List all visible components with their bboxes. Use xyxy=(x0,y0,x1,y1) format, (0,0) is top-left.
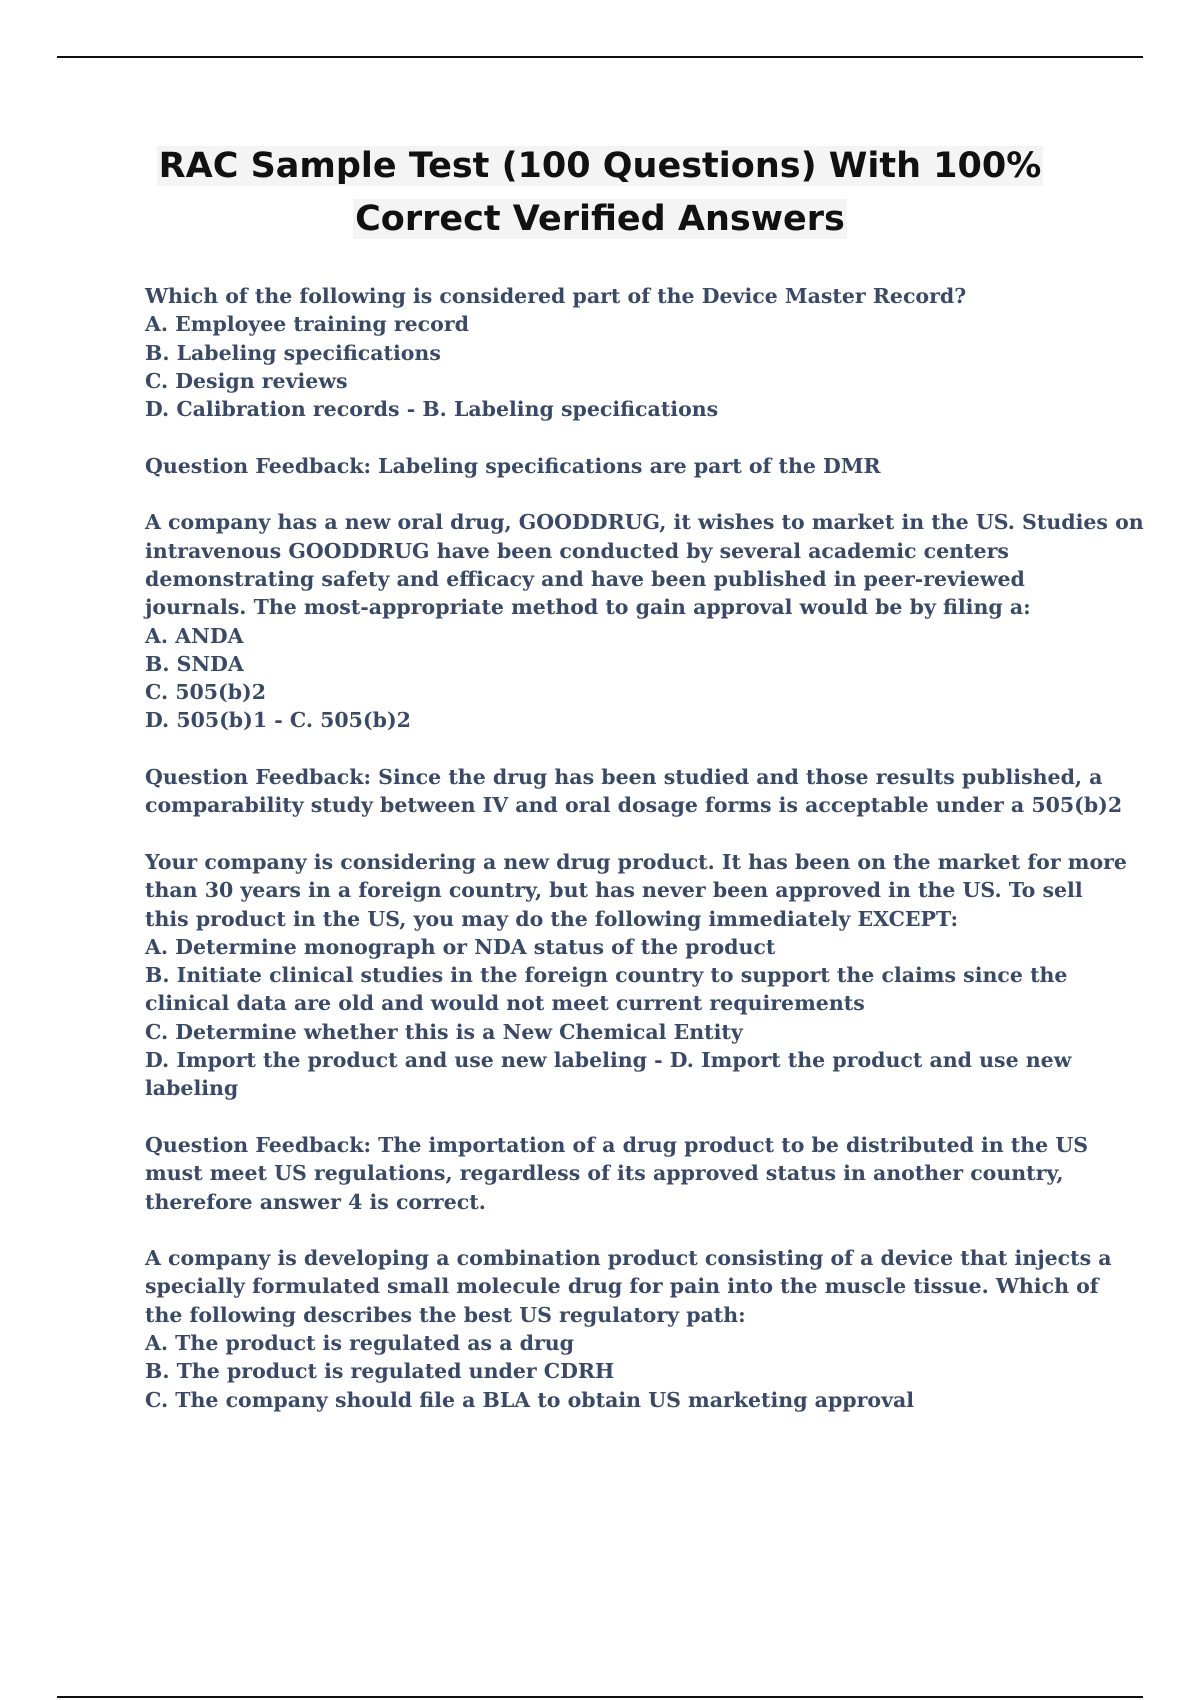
question-feedback xyxy=(145,1131,1095,1216)
question-stem-line: this product in the US, you may do the following immediately EXCEPT: xyxy=(145,906,959,931)
answer-option: C. Design reviews xyxy=(145,368,348,393)
question-stem-line: Which of the following is considered part of the Device Master Record? xyxy=(145,284,967,308)
document-body xyxy=(145,282,1144,1414)
feedback-line: therefore answer 4 is correct. xyxy=(145,1189,486,1214)
answer-option: D. Calibration records - B. Labeling specifications xyxy=(145,397,719,422)
question-feedback xyxy=(145,452,1095,480)
question-stem-line: the following describes the best US regulatory path: xyxy=(145,1302,746,1327)
feedback-line: Question Feedback: Labeling specifications are part of the DMR xyxy=(145,453,881,478)
question-block xyxy=(145,848,1127,1103)
title-line-2: Correct Verified Answers xyxy=(355,199,845,239)
answer-option: A. ANDA xyxy=(145,623,244,648)
feedback-line: Question Feedback: Since the drug has been studied and those results published, a xyxy=(145,765,1103,790)
question-stem-line: specially formulated small molecule drug for pain into the muscle tissue. Which of xyxy=(145,1274,1099,1299)
title-line-1: RAC Sample Test (100 Questions) With 100% xyxy=(158,146,1042,186)
answer-option: D. Import the product and use new labeling - D. Import the product and use new xyxy=(145,1048,1072,1073)
answer-option: A. The product is regulated as a drug xyxy=(145,1330,575,1355)
block-spacer xyxy=(145,1103,1095,1131)
page-title xyxy=(0,140,1200,246)
question-stem-line: A company is developing a combination product consisting of a device that injects a xyxy=(145,1246,1112,1271)
answer-option: C. The company should file a BLA to obtain US marketing approval xyxy=(145,1387,915,1412)
question-stem-line: demonstrating safety and efficacy and have been published in peer-reviewed xyxy=(145,566,1025,591)
block-spacer xyxy=(145,480,1095,508)
feedback-line: Question Feedback: The importation of a drug product to be distributed in the US xyxy=(145,1132,1089,1157)
answer-option: B. Initiate clinical studies in the foreign country to support the claims since the xyxy=(145,963,1068,988)
question-block xyxy=(145,282,1095,423)
feedback-line: comparability study between IV and oral dosage forms is acceptable under a 505(b)2 xyxy=(145,793,1123,818)
top-rule xyxy=(57,56,1143,58)
question-stem-line: clinical data are old and would not meet current requirements xyxy=(145,991,865,1016)
answer-option: C. 505(b)2 xyxy=(145,680,267,705)
question-stem-line: labeling xyxy=(145,1076,239,1101)
question-stem-line: than 30 years in a foreign country, but has never been approved in the US. To sell xyxy=(145,878,1083,903)
block-spacer xyxy=(145,820,1095,848)
answer-option: A. Determine monograph or NDA status of the product xyxy=(145,934,776,959)
answer-option: B. SNDA xyxy=(145,651,244,676)
question-stem-line: journals. The most-appropriate method to gain approval would be by filing a: xyxy=(145,595,1031,620)
question-stem-line: Your company is considering a new drug product. It has been on the market for more xyxy=(145,849,1127,874)
answer-option: D. 505(b)1 - C. 505(b)2 xyxy=(145,708,411,733)
question-stem-line: intravenous GOODDRUG have been conducted by several academic centers xyxy=(145,538,1009,563)
question-feedback xyxy=(145,763,1123,820)
question-stem-line: A company has a new oral drug, GOODDRUG, it wishes to market in the US. Studies on xyxy=(145,510,1144,535)
feedback-line: must meet US regulations, regardless of its approved status in another country, xyxy=(145,1161,1064,1186)
answer-option: A. Employee training record xyxy=(145,312,469,337)
block-spacer xyxy=(145,1216,1095,1244)
question-block xyxy=(145,1244,1112,1414)
answer-option: C. Determine whether this is a New Chemical Entity xyxy=(145,1019,743,1044)
answer-option: B. Labeling specifications xyxy=(145,340,441,365)
bottom-rule xyxy=(57,1696,1143,1698)
answer-option: B. The product is regulated under CDRH xyxy=(145,1359,615,1384)
block-spacer xyxy=(145,423,1095,451)
block-spacer xyxy=(145,735,1095,763)
question-block xyxy=(145,508,1144,734)
